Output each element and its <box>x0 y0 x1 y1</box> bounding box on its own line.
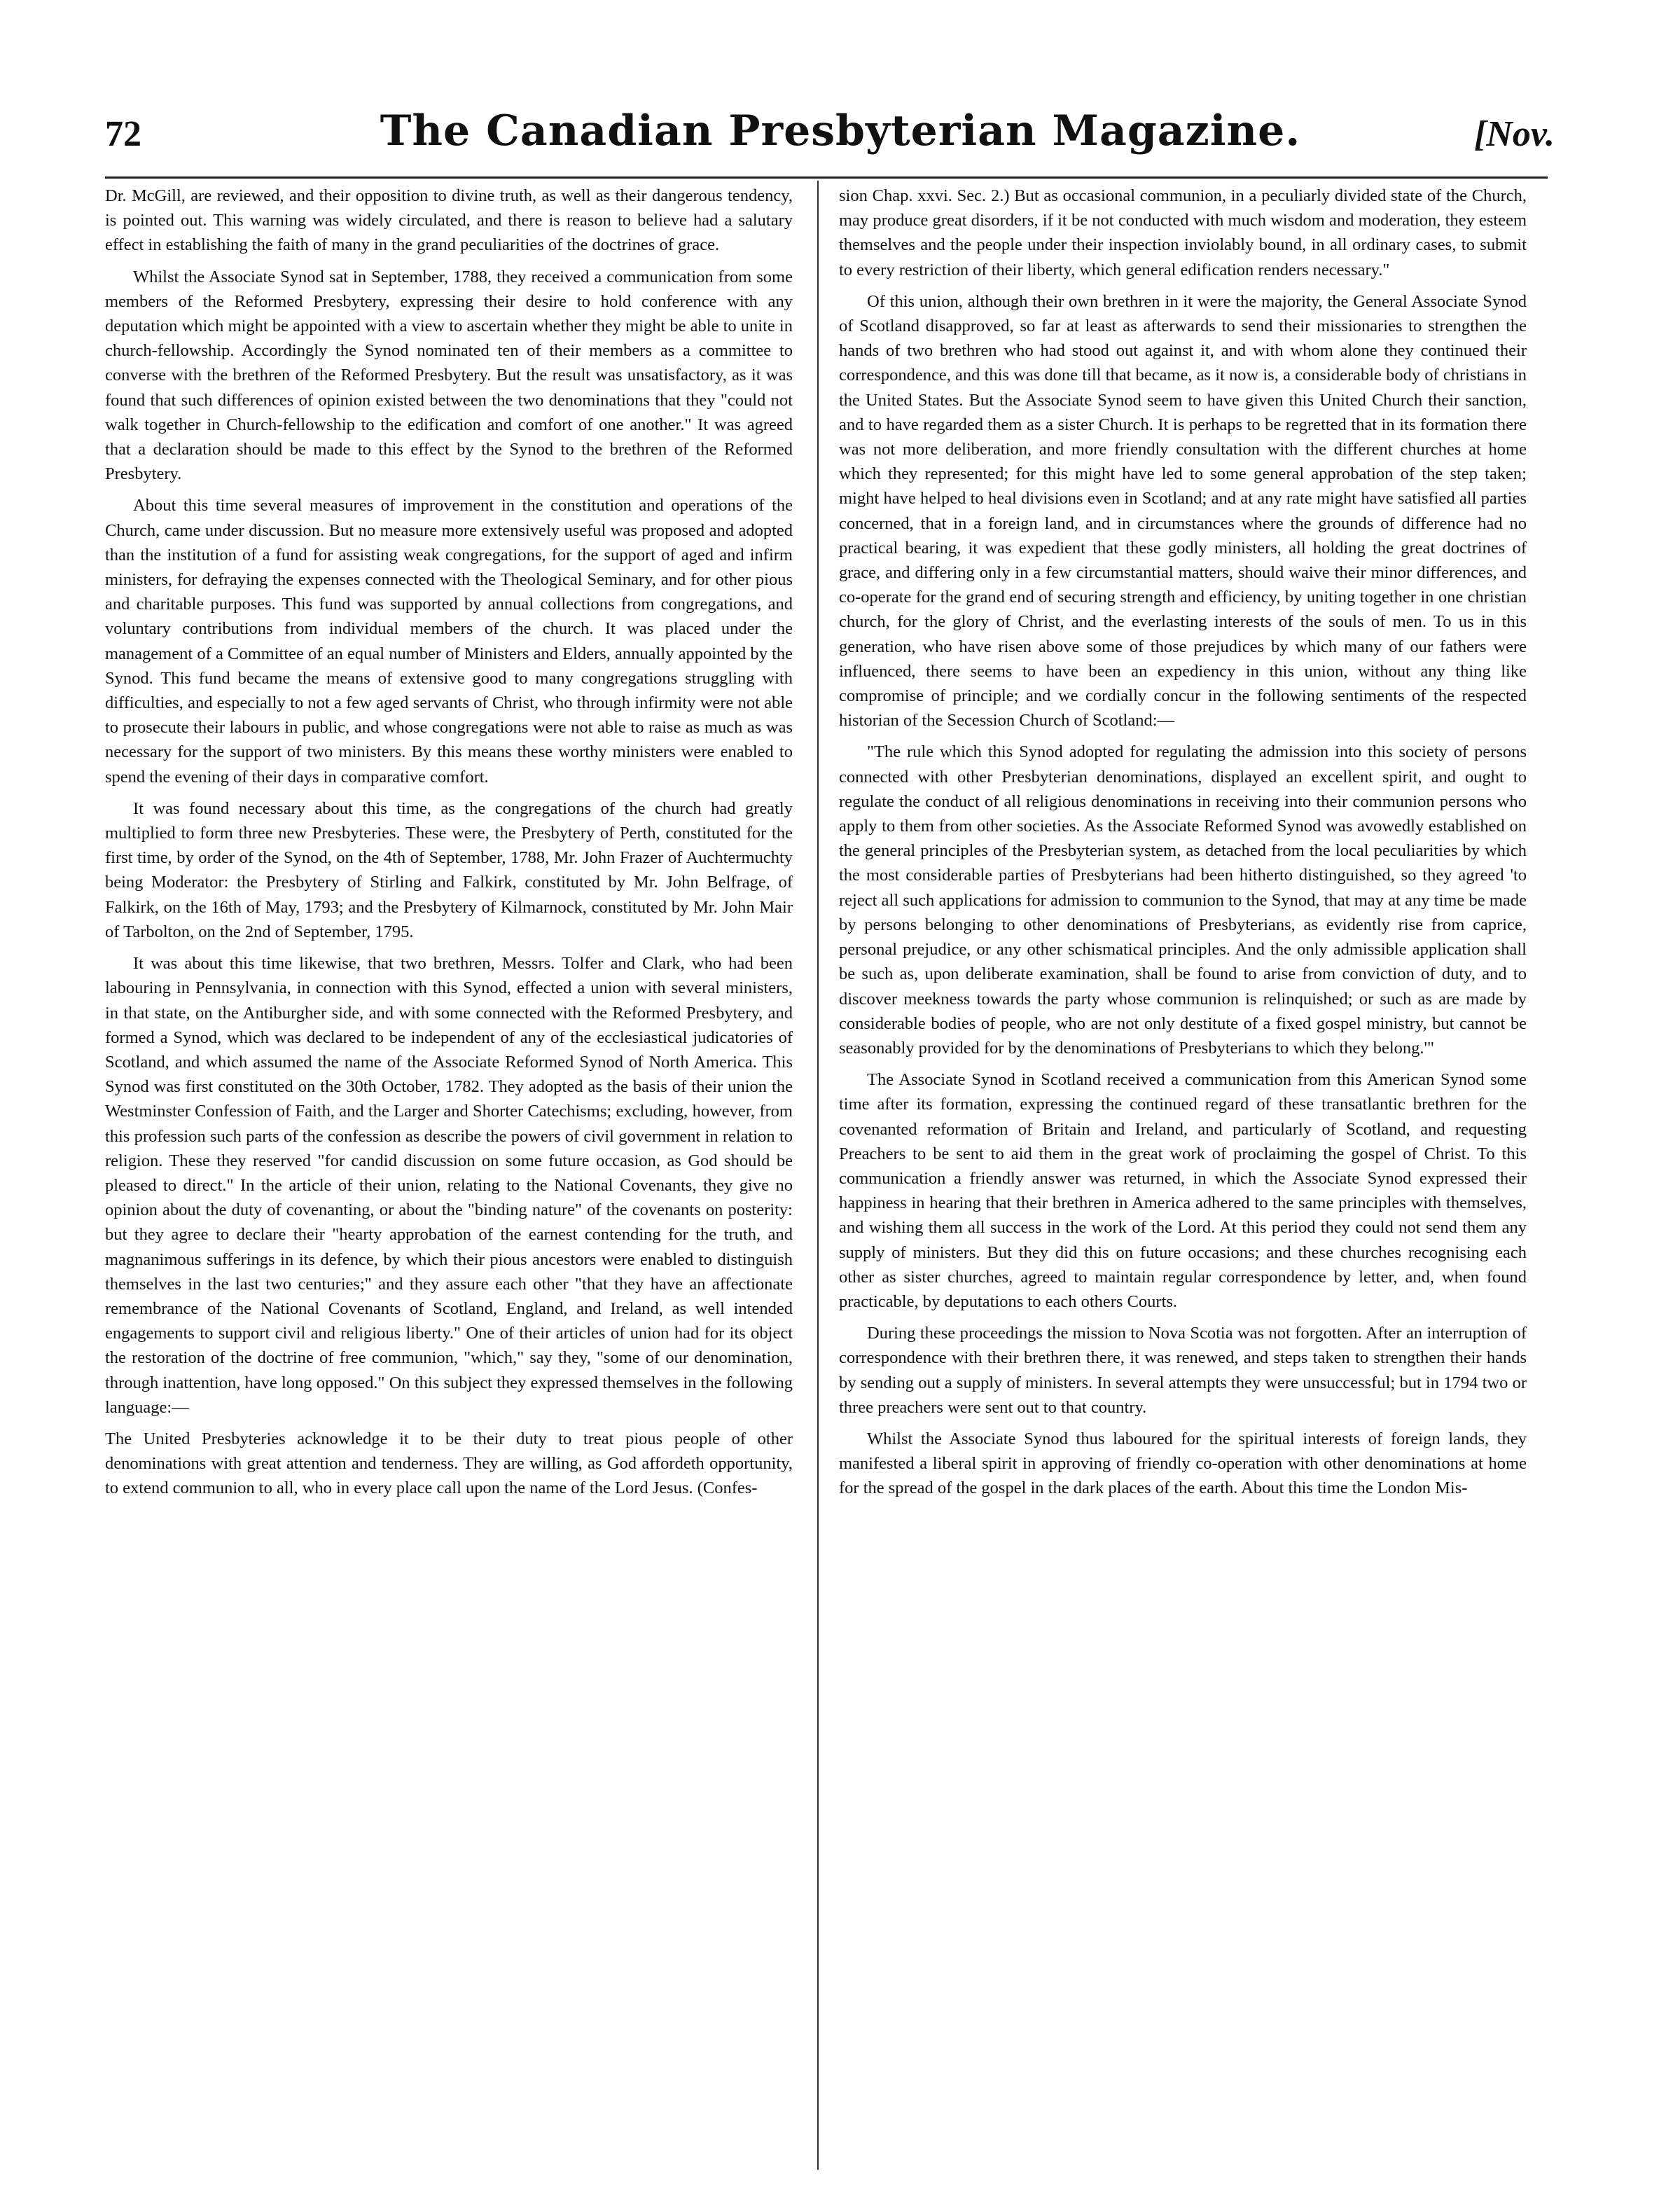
right-column <box>839 183 1527 2173</box>
paragraph: The United Presbyteries acknowledge it to be their duty to treat pious people of other denominations with great attention and tenderness. They are willing, as God affordeth opportunity, to extend communion to all, who in every place call upon the name of the Lord Jesus. (Confes- <box>105 1429 793 1498</box>
paragraph: During these proceedings the mission to Nova Scotia was not forgotten. After an interruption of correspondence with their brethren there, it was renewed, and steps taken to strengthen their hands by sending out a supply of ministers. In several attempts they were unsuccessful; but in 1794 two or three preachers were sent out to that country. <box>839 1324 1527 1417</box>
paragraph: Whilst the Associate Synod thus laboured for the spiritual interests of foreign lands, they manifested a liberal spirit in approving of friendly co-operation with other denominations at home for the spread of the gospel in the dark places of the earth. About this time the London Mis- <box>839 1429 1527 1498</box>
paragraph: Dr. McGill, are reviewed, and their opposition to divine truth, as well as their dangerous tendency, is pointed out. This warning was widely circulated, and there is reason to believe had a salutary effect in establishing the faith of many in the grand peculiarities of the doctrines of grace. <box>105 186 793 255</box>
paragraph: The Associate Synod in Scotland received a communication from this American Synod some time after its formation, expressing the continued regard of these transatlantic brethren for the covenanted reformation of Britain and Ireland, and particularly of Scotland, and requesting Preachers to be sent to aid them in the great work of proclaiming the gospel of Christ. To this communication a friendly answer was returned, in which the Associate Synod expressed their happiness in hearing that their brethren in America adhered to the same principles with themselves, and wishing them all success in the work of the Lord. At this period they could not send them any supply of ministers. But they did this on future occasions; and these churches recognising each other as sister churches, agreed to maintain regular correspondence by letter, and, when found practicable, by deputations to each others Courts. <box>839 1070 1527 1311</box>
column-divider <box>817 181 819 2170</box>
paragraph: sion Chap. xxvi. Sec. 2.) But as occasional communion, in a peculiarly divided state of the Church, may produce great disorders, if it be not conducted with much wisdom and moderation, they esteem themselves and the people under their inspection inviolably bound, in all ordinary cases, to submit to every restriction of their liberty, which general edification renders necessary." <box>839 186 1527 279</box>
paragraph: It was about this time likewise, that two brethren, Messrs. Tolfer and Clark, who had been labouring in Pennsylvania, in connection with this Synod, effected a union with several ministers, in that state, on the Antiburgher side, and with some connected with the Reformed Presbytery, and formed a Synod, which was declared to be independent of any of the ecclesiastical judicatories of Scotland, and which assumed the name of the Associate Reformed Synod of North America. This Synod was first constituted on the 30th October, 1782. They adopted as the basis of their union the Westminster Confession of Faith, and the Larger and Shorter Catechisms; excluding, however, from this profession such parts of the confession as describe the powers of civil government in relation to religion. These they reserved "for candid discussion on some future occasion, as God should be pleased to direct." In the article of their union, relating to the National Covenants, they give no opinion about the duty of covenanting, or about the "binding nature" of the covenants on posterity: but they agree to declare their "hearty approbation of the earnest contending for the truth, and magnanimous sufferings in its defence, by which their pious ancestors were enabled to distinguish themselves in the last two centuries;" and they assure each other "that they have an affectionate remembrance of the National Covenants of Scotland, England, and Ireland, as well intended engagements to support civil and religious liberty." One of their articles of union had for its object the restoration of the doctrine of free communion, "which," say they, "some of our denomination, through inattention, have long opposed." On this subject they expressed themselves in the following language:— <box>105 954 793 1417</box>
paragraph: Whilst the Associate Synod sat in September, 1788, they received a communication from some members of the Reformed Presbytery, expressing their desire to hold conference with any deputation which might be appointed with a view to ascertain whether they might be able to unite in church-fellowship. Accordingly the Synod nominated ten of their members as a committee to converse with the brethren of the Reformed Presbytery. But the result was unsatisfactory, as it was found that such differences of opinion existed between the two denominations that they "could not walk together in Church-fellowship to the edification and comfort of one another." It was agreed that a declaration should be made to this effect by the Synod to the brethren of the Reformed Presbytery. <box>105 267 793 484</box>
header-month: [Nov. <box>1473 114 1555 154</box>
page-number: 72 <box>105 114 141 154</box>
quoted-paragraph: "The rule which this Synod adopted for regulating the admission into this society of persons connected with other Presbyterian denominations, displayed an excellent spirit, and ought to regulate the conduct of all religious denominations in receiving into their communion persons who apply to them from other societies. As the Associate Reformed Synod was avowedly established on the general principles of the Presbyterian system, as detached from the local peculiarities by which the most considerable parties of Presbyterians had been hitherto distinguished, so they agreed 'to reject all such applications for admission to communion to the Synod, that may at any time be made by persons belonging to other denominations of Presbyterians, as evidently rise from caprice, personal prejudice, or any other schismatical principles. And the only admissible application shall be such as, upon deliberate examination, shall be found to arise from conviction of duty, and to discover meekness towards the party whose communion is relinquished; or such as are made by considerable bodies of people, who are not only destitute of a fixed gospel ministry, but cannot be seasonably provided for by the denominations of Presbyterians to which they belong.'" <box>839 742 1527 1058</box>
header-rule <box>105 176 1548 179</box>
paragraph: About this time several measures of improvement in the constitution and operations of the Church, came under discussion. But no measure more extensively useful was proposed and adopted than the institution of a fund for assisting weak congregations, for the support of aged and infirm ministers, for defraying the expenses connected with the Theological Seminary, and for other pious and charitable purposes. This fund was supported by annual collections from congregations, and voluntary contributions from individual members of the church. It was placed under the management of a Committee of an equal number of Ministers and Elders, annually appointed by the Synod. This fund became the means of extensive good to many congregations struggling with difficulties, and especially to not a few aged servants of Christ, who through infirmity were not able to prosecute their labours in public, and whose congregations were not able to raise as much as was necessary for the support of two ministers. By this means these worthy ministers were enabled to spend the evening of their days in comparative comfort. <box>105 496 793 787</box>
paragraph: It was found necessary about this time, as the congregations of the church had greatly multiplied to form three new Presbyteries. These were, the Presbytery of Perth, constituted for the first time, by order of the Synod, on the 4th of September, 1788, Mr. John Frazer of Auchtermuchty being Moderator: the Presbytery of Stirling and Falkirk, constituted by Mr. John Belfrage, of Falkirk, on the 16th of May, 1793; and the Presbytery of Kilmarnock, constituted by Mr. John Mair of Tarbolton, on the 2nd of September, 1795. <box>105 798 793 941</box>
paragraph: Of this union, although their own brethren in it were the majority, the General Associate Synod of Scotland disapproved, so far at least as afterwards to send their missionaries to strengthen the hands of two brethren who had stood out against it, and with whom alone they continued their correspondence, and this was done till that became, as it now is, a considerable body of christians in the United States. But the Associate Synod seem to have given this United Church their sanction, and to have regarded them as a sister Church. It is perhaps to be regretted that in its formation there was not more deliberation, and more friendly consultation with the different churches at home which they represented; for this might have led to some general approbation of the step taken; might have helped to heal divisions even in Scotland; and at any rate might have satisfied all parties concerned, that in a foreign land, and in circumstances where the grounds of difference had no practical bearing, it was expedient that these godly ministers, all holding the great doctrines of grace, and differing only in a few circumstantial matters, should waive their minor differences, and co-operate for the grand end of securing strength and efficiency, by uniting together in one christian church, for the glory of Christ, and the everlasting interests of the souls of men. To us in this generation, who have risen above some of those prejudices by which many of our fathers were influenced, there seems to have been an expediency in this union, without any thing like compromise of principle; and we cordially concur in the following sentiments of the respected historian of the Secession Church of Scotland:— <box>839 291 1527 730</box>
page-header <box>105 106 1576 176</box>
left-column <box>105 183 793 2173</box>
running-title: The Canadian Presbyterian Magazine. <box>380 106 1301 155</box>
